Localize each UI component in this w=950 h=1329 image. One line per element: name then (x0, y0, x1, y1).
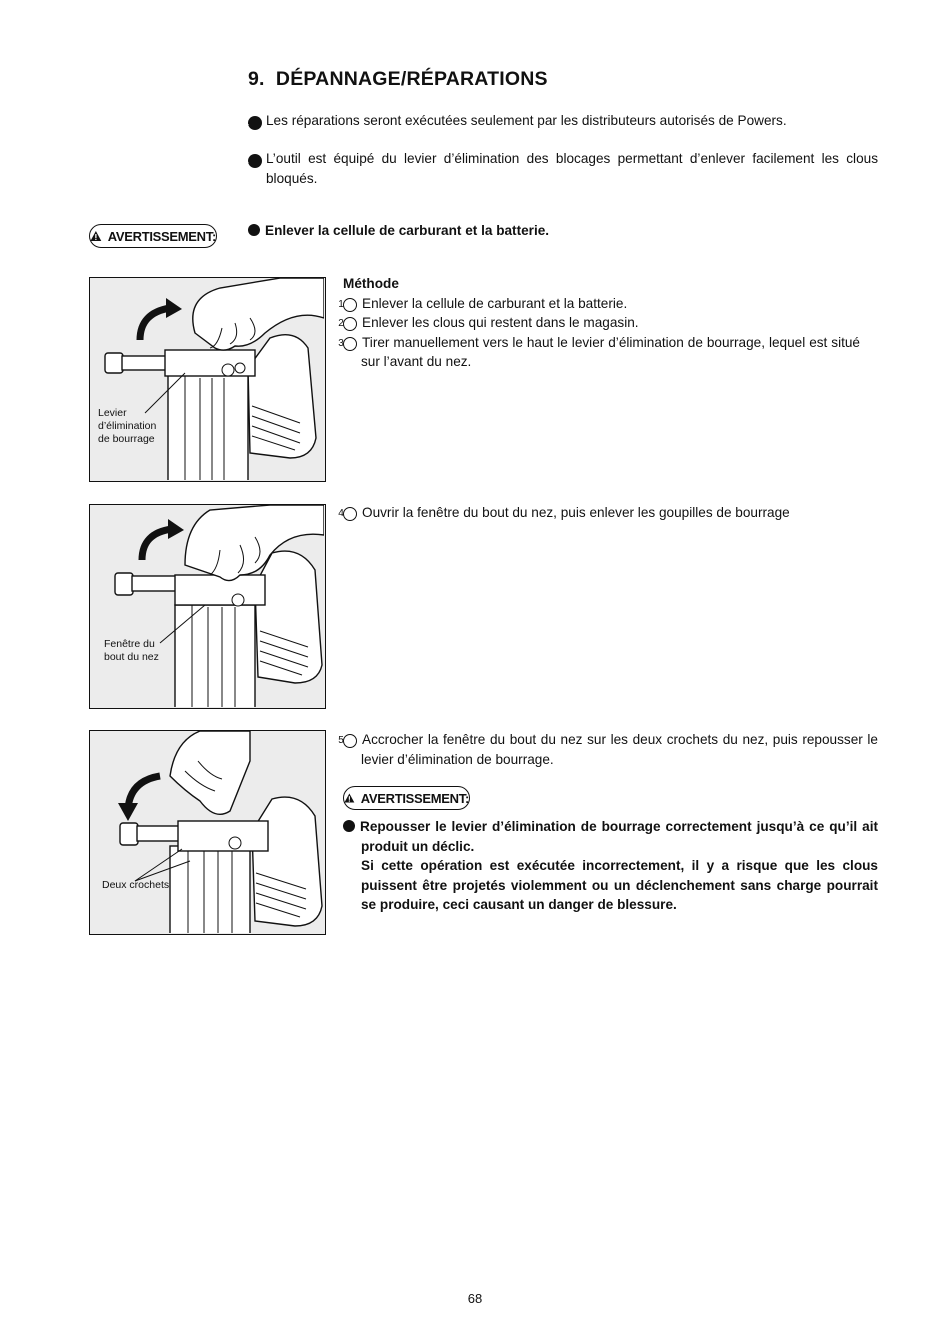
page-number: 68 (467, 1291, 483, 1306)
note-number-badge: 1 (248, 116, 262, 130)
method-step: 4 Ouvrir la fenêtre du bout du nez, puis enlever les goupilles de bourrage (338, 505, 790, 520)
nailer-illustration (90, 505, 324, 707)
note-1 (243, 111, 878, 131)
section-heading: DÉPANNAGE/RÉPARATIONS (275, 68, 548, 90)
figure-label: Fenêtre du bout du nez (104, 638, 159, 663)
note-number-badge: 2 (248, 154, 262, 168)
warning-triangle-icon (344, 792, 355, 804)
section-title (248, 68, 548, 91)
note-text: Les réparations seront exécutées seulement par les distributeurs autorisés de Powers. (266, 113, 787, 128)
figure-label: Levier d’élimination de bourrage (98, 407, 157, 445)
method-step: 1 Enlever la cellule de carburant et la batterie. (338, 295, 628, 311)
figure-jam-lever (89, 277, 326, 482)
figure-nose-window (89, 504, 326, 709)
method-step: 2 Enlever les clous qui restent dans le magasin. (338, 315, 639, 330)
nailer-illustration (90, 731, 324, 933)
warning-badge: AVERTISSEMENT: (89, 224, 217, 248)
warning-badge: AVERTISSEMENT: (343, 786, 470, 810)
method-section (338, 274, 860, 372)
bullet-dot-icon (248, 224, 260, 236)
figure-two-hooks (89, 730, 326, 935)
figure-label: Deux crochets (102, 879, 170, 891)
method-step: 5 Accrocher la fenêtre du bout du nez sur les deux crochets du nez, puis repousser le levier d’élimination de bourrage. (338, 732, 878, 767)
warning-triangle-icon (90, 230, 102, 242)
warning-text: Repousser le levier d’élimination de bourrage correctement jusqu’à ce qu’il ait produit un déclic. Si cette opération est exécutée incorrectement, il y a risque que les clous puissent être projetés violemment ou un déclenchement sans charge pourrait se produire, ceci causant un danger de blessure. (343, 817, 878, 915)
method-step: 3 Tirer manuellement vers le haut le levier d’élimination de bourrage, lequel est situé sur l’avant du nez. (338, 334, 860, 369)
nailer-illustration (90, 278, 324, 480)
bullet-dot-icon (343, 820, 355, 832)
note-text: L’outil est équipé du levier d’élimination des blocages permettant d’enlever facilement les clous bloqués. (266, 151, 878, 186)
note-2 (243, 149, 878, 188)
warning-text: Enlever la cellule de carburant et la batterie. (248, 221, 860, 241)
method-heading: Méthode (343, 276, 399, 291)
section-number: 9. (248, 68, 265, 90)
